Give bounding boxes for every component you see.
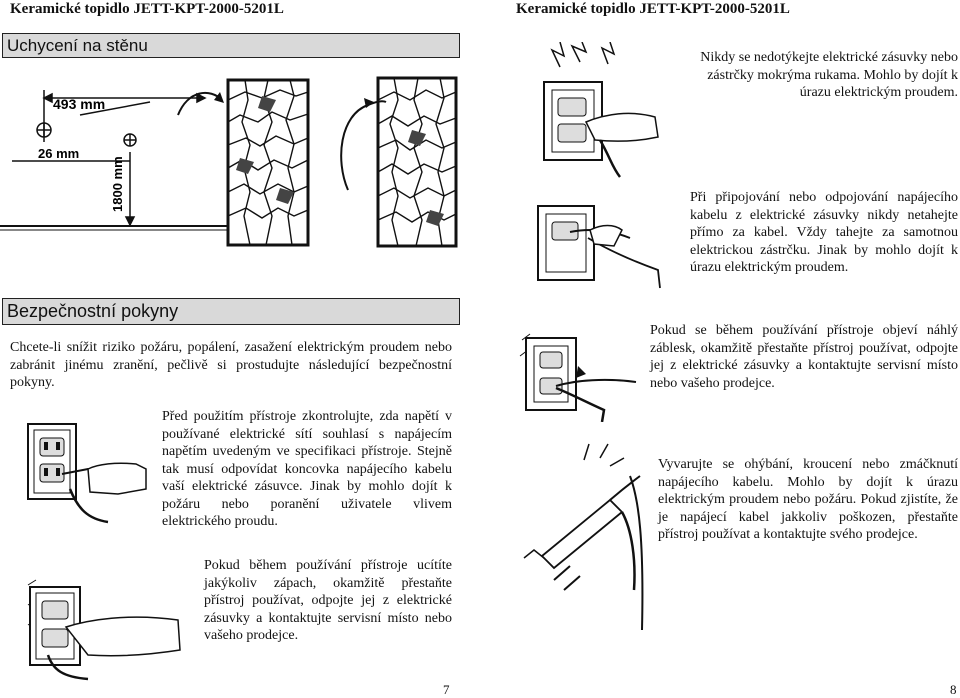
- voltage-warning-text: Před použitím přístroje zkontrolujte, zda napětí v používané elektrické sítí souhlasí s napájecím napětím uvedeným ve specifikaci přístroje. Stejně tak musí odpovídat koncovka napájecího kabelu vaší elektrické zásuvce. Jinak by mohlo dojít k požáru nebo poranění uživatele vlivem elektrického proudu.: [162, 409, 452, 529]
- dimension-1800: 1800 mm: [110, 156, 125, 212]
- bent-cable-illustration: [514, 440, 654, 640]
- page-number-left: 7: [443, 682, 450, 697]
- section-title-mounting: Uchycení na stěnu: [2, 33, 460, 58]
- outlet-voltage-illustration: [18, 414, 153, 529]
- dimension-26: 26 mm: [38, 146, 80, 161]
- unplug-cable-text: Při připojování nebo odpojování napájecího kabelu z elektrické zásuvky nikdy netahejte přímo za kabel. Vždy tahejte za samotnou elektrickou zástrčku. Jinak by mohlo dojít k úrazu elektrickým proudem.: [690, 190, 958, 275]
- wet-hands-text: Nikdy se nedotýkejte elektrické zásuvky nebo zástrčky mokrýma rukama. Mohlo by dojít k úrazu elektrickým proudem.: [700, 50, 958, 100]
- flash-warning-text: Pokud se během používání přístroje objeví náhlý záblesk, okamžitě přestaňte přístroj používat, odpojte jej z elektrické zásuvky a kontaktujte servisní místo nebo vašeho prodejce.: [650, 323, 958, 391]
- left-header: Keramické topidlo JETT-KPT-2000-5201L: [10, 1, 284, 17]
- heater-panel-front: [228, 80, 308, 245]
- dimension-493: 493 mm: [53, 96, 106, 112]
- page-number-right: 8: [950, 682, 957, 697]
- outlet-smell-illustration: [18, 565, 188, 685]
- wet-hands-illustration: [530, 42, 670, 182]
- right-header: Keramické topidlo JETT-KPT-2000-5201L: [516, 1, 790, 17]
- section-title-safety: Bezpečnostní pokyny: [2, 298, 460, 325]
- bend-cable-text: Vyvarujte se ohýbání, kroucení nebo zmáčknutí napájecího kabelu. Mohlo by dojít k úrazu elektrickým proudem nebo požáru. Pokud zjistíte, že je napájecí kabel jakkoliv poškozen, přestaňte přístroj používat a kontaktujte svého prodejce.: [658, 457, 958, 542]
- flash-warning-illustration: [516, 322, 646, 422]
- heater-panel-side: [378, 78, 456, 246]
- wall-mounting-diagram: [0, 60, 470, 260]
- smell-warning-text: Pokud během používání přístroje ucítíte jakýkoliv zápach, okamžitě přestaňte přístroj používat, odpojte jej z elektrické zásuvky a kontaktujte servisní místo nebo vašeho prodejce.: [204, 558, 452, 643]
- safety-intro-text: Chcete-li snížit riziko požáru, popálení, zasažení elektrickým proudem nebo zabránit jinému zranění, pečlivě si prostudujte následující bezpečnostní pokyny.: [10, 340, 452, 390]
- unplug-cable-illustration: [530, 190, 670, 290]
